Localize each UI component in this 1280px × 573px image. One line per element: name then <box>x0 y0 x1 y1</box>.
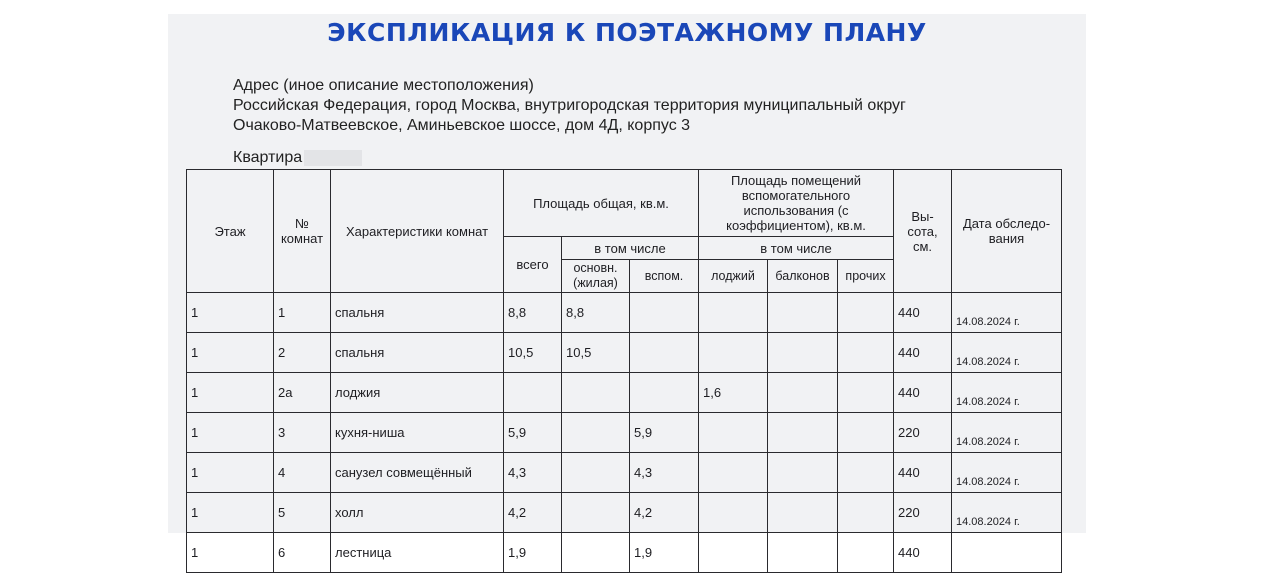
table-row <box>187 493 1062 533</box>
cell-aux <box>630 293 699 333</box>
header-aux-area: Площадь помещений вспомогательного использования (с коэффициентом), кв.м. <box>699 170 894 237</box>
cell-loggia <box>699 533 768 573</box>
cell-room-name: холл <box>331 493 504 533</box>
cell-balcony <box>768 333 838 373</box>
cell-height: 220 <box>894 493 952 533</box>
cell-height: 440 <box>894 333 952 373</box>
address-block <box>233 76 906 136</box>
explication-table <box>186 169 1062 573</box>
table-row <box>187 453 1062 493</box>
cell-room-number: 6 <box>274 533 331 573</box>
cell-other <box>838 333 894 373</box>
cell-other <box>838 493 894 533</box>
cell-date: 14.08.2024 г. <box>952 453 1062 493</box>
cell-main <box>562 453 630 493</box>
cell-loggia: 1,6 <box>699 373 768 413</box>
cell-height: 440 <box>894 453 952 493</box>
cell-floor: 1 <box>187 453 274 493</box>
header-total-area: Площадь общая, кв.м. <box>504 170 699 237</box>
apartment-line <box>233 149 362 167</box>
cell-other <box>838 293 894 333</box>
cell-height: 440 <box>894 293 952 333</box>
cell-height: 220 <box>894 413 952 453</box>
address-line-2: Очаково-Матвеевское, Аминьевское шоссе, дом 4Д, корпус 3 <box>233 117 691 134</box>
cell-main <box>562 413 630 453</box>
cell-aux: 4,3 <box>630 453 699 493</box>
table-row <box>187 333 1062 373</box>
cell-other <box>838 453 894 493</box>
cell-floor: 1 <box>187 413 274 453</box>
table-row <box>187 413 1062 453</box>
document-title: ЭКСПЛИКАЦИЯ К ПОЭТАЖНОМУ ПЛАНУ <box>327 18 927 47</box>
cell-other <box>838 533 894 573</box>
header-main-living: основн. (жилая) <box>562 260 630 293</box>
cell-loggia <box>699 453 768 493</box>
cell-room-name: спальня <box>331 293 504 333</box>
header-loggias: лоджий <box>699 260 768 293</box>
cell-main: 10,5 <box>562 333 630 373</box>
cell-floor: 1 <box>187 533 274 573</box>
cell-total: 1,9 <box>504 533 562 573</box>
cell-date: 14.08.2024 г. <box>952 373 1062 413</box>
cell-other <box>838 413 894 453</box>
cell-aux: 1,9 <box>630 533 699 573</box>
cell-floor: 1 <box>187 373 274 413</box>
cell-balcony <box>768 533 838 573</box>
cell-floor: 1 <box>187 493 274 533</box>
header-including-aux: в том числе <box>699 237 894 260</box>
header-survey-date: Дата обследо-вания <box>952 170 1062 293</box>
table-row <box>187 373 1062 413</box>
header-total: всего <box>504 237 562 293</box>
cell-height: 440 <box>894 373 952 413</box>
cell-room-number: 2 <box>274 333 331 373</box>
cell-room-number: 4 <box>274 453 331 493</box>
cell-room-name: лестница <box>331 533 504 573</box>
cell-other <box>838 373 894 413</box>
header-including: в том числе <box>562 237 699 260</box>
cell-floor: 1 <box>187 333 274 373</box>
header-height: Вы-сота, см. <box>894 170 952 293</box>
cell-aux <box>630 333 699 373</box>
cell-room-name: кухня-ниша <box>331 413 504 453</box>
cell-balcony <box>768 293 838 333</box>
header-characteristics: Характеристики комнат <box>331 170 504 293</box>
cell-room-number: 5 <box>274 493 331 533</box>
header-room-number: № комнат <box>274 170 331 293</box>
cell-main <box>562 533 630 573</box>
cell-aux: 4,2 <box>630 493 699 533</box>
cell-floor: 1 <box>187 293 274 333</box>
cell-balcony <box>768 493 838 533</box>
apartment-label: Квартира <box>233 149 303 166</box>
cell-total: 8,8 <box>504 293 562 333</box>
address-label: Адрес (иное описание местоположения) <box>233 77 534 94</box>
redacted-apartment-number <box>304 150 362 166</box>
header-other: прочих <box>838 260 894 293</box>
cell-total <box>504 373 562 413</box>
cell-loggia <box>699 333 768 373</box>
cell-total: 10,5 <box>504 333 562 373</box>
cell-total: 4,3 <box>504 453 562 493</box>
cell-main: 8,8 <box>562 293 630 333</box>
cell-date: 14.08.2024 г. <box>952 493 1062 533</box>
cell-room-name: спальня <box>331 333 504 373</box>
cell-aux <box>630 373 699 413</box>
header-balconies: балконов <box>768 260 838 293</box>
address-line-1: Российская Федерация, город Москва, внутригородская территория муниципальный округ <box>233 97 906 114</box>
header-auxiliary: вспом. <box>630 260 699 293</box>
cell-room-number: 1 <box>274 293 331 333</box>
cell-balcony <box>768 373 838 413</box>
cell-total: 4,2 <box>504 493 562 533</box>
cell-loggia <box>699 413 768 453</box>
cell-balcony <box>768 453 838 493</box>
cell-total: 5,9 <box>504 413 562 453</box>
cell-date: 14.08.2024 г. <box>952 333 1062 373</box>
cell-loggia <box>699 293 768 333</box>
cell-room-number: 3 <box>274 413 331 453</box>
table-row <box>187 293 1062 333</box>
header-floor: Этаж <box>187 170 274 293</box>
cell-date: 14.08.2024 г. <box>952 293 1062 333</box>
cell-loggia <box>699 493 768 533</box>
cell-date: 14.08.2024 г. <box>952 413 1062 453</box>
cell-height: 440 <box>894 533 952 573</box>
cell-main <box>562 373 630 413</box>
cell-aux: 5,9 <box>630 413 699 453</box>
cell-room-name: лоджия <box>331 373 504 413</box>
cell-room-name: санузел совмещённый <box>331 453 504 493</box>
cell-room-number: 2а <box>274 373 331 413</box>
cell-balcony <box>768 413 838 453</box>
cell-main <box>562 493 630 533</box>
document-sheet <box>168 14 1086 560</box>
cell-date <box>952 533 1062 573</box>
table-row <box>187 533 1062 573</box>
